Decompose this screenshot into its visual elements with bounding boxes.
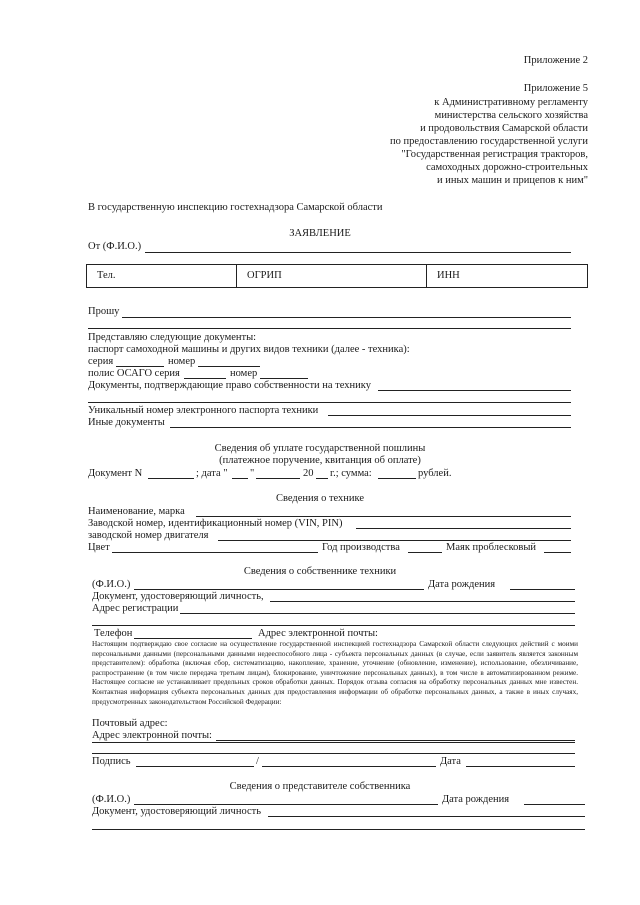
rep-id-label: Документ, удостоверяющий личность [92, 806, 261, 817]
owner-birth-field[interactable] [510, 589, 575, 590]
inn-cell[interactable]: ИНН [437, 270, 460, 281]
request-field[interactable] [122, 317, 571, 318]
email2-field[interactable] [216, 740, 575, 741]
regulation-line-2: министерства сельского хозяйства [434, 110, 588, 121]
rep-fio-field[interactable] [134, 804, 438, 805]
rep-id-field[interactable] [268, 816, 585, 817]
electronic-passport-label: Уникальный номер электронного паспорта техники [88, 405, 319, 416]
owner-reg-field-2[interactable] [92, 625, 575, 626]
date-field[interactable] [466, 766, 575, 767]
regulation-line-3: и продовольствия Самарской области [420, 123, 588, 134]
signature-name-field[interactable] [262, 766, 436, 767]
owner-phone-label: Телефон [94, 628, 133, 639]
fee-doc-label: Документ N [88, 468, 143, 479]
email2-field-2[interactable] [92, 753, 575, 754]
other-docs-field[interactable] [170, 427, 571, 428]
request-field-2[interactable] [88, 328, 571, 329]
signature-field[interactable] [136, 766, 254, 767]
engine-number-label: заводской номер двигателя [88, 530, 209, 541]
owner-reg-field[interactable] [180, 613, 575, 614]
number-label: номер [168, 356, 196, 367]
request-label: Прошу [88, 306, 120, 317]
regulation-line-4: по предоставлению государственной услуги [390, 136, 588, 147]
docs-passport: паспорт самоходной машины и других видов техники (далее - техника): [88, 344, 410, 355]
regulation-line-5: "Государственная регистрация тракторов, [401, 149, 588, 160]
owner-birth-label: Дата рождения [428, 579, 496, 590]
tech-title: Сведения о технике [275, 493, 365, 504]
owner-phone-field[interactable] [134, 638, 252, 639]
osago-number-field[interactable] [260, 378, 308, 379]
fee-doc-field[interactable] [148, 478, 194, 479]
fee-day-field[interactable] [232, 478, 248, 479]
ownership-field[interactable] [378, 390, 571, 391]
regulation-line-7: и иных машин и прицепов к ним" [437, 175, 588, 186]
owner-id-field[interactable] [270, 601, 575, 602]
fee-sum-field[interactable] [378, 478, 416, 479]
owner-fio-label: (Ф.И.О.) [92, 579, 131, 590]
rep-fio-label: (Ф.И.О.) [92, 794, 131, 805]
appendix-2: Приложение 2 [523, 55, 588, 66]
fee-date-label: ; дата " [196, 468, 228, 479]
contact-table [86, 264, 588, 288]
series-field[interactable] [116, 366, 164, 367]
regulation-line-1: к Административному регламенту [434, 97, 588, 108]
phone-cell[interactable]: Тел. [87, 265, 237, 287]
tech-name-field[interactable] [196, 516, 571, 517]
rep-id-field-2[interactable] [92, 829, 585, 830]
other-docs-label: Иные документы [88, 417, 165, 428]
tech-name-label: Наименование, марка [88, 506, 185, 517]
fee-sum-label: г.; сумма: [330, 468, 372, 479]
fee-currency: рублей. [418, 468, 452, 479]
postal-field[interactable] [92, 742, 575, 743]
osago-series-field[interactable] [184, 378, 226, 379]
rep-title: Сведения о представителе собственника [229, 781, 411, 792]
beacon-label: Маяк проблесковый [446, 542, 537, 553]
rep-birth-field[interactable] [524, 804, 585, 805]
regulation-line-6: самоходных дорожно-строительных [426, 162, 588, 173]
color-label: Цвет [88, 542, 110, 553]
addressee: В государственную инспекцию гостехнадзора Самарской области [88, 202, 383, 213]
engine-number-field[interactable] [218, 540, 571, 541]
number-field[interactable] [198, 366, 260, 367]
fee-year-prefix: 20 [303, 468, 314, 479]
ogrip-cell[interactable]: ОГРИП [237, 265, 427, 287]
beacon-field[interactable] [544, 552, 571, 553]
appendix-5: Приложение 5 [523, 83, 588, 94]
fee-subtitle: (платежное поручение, квитанция об оплате) [219, 455, 421, 466]
signature-label: Подпись [92, 756, 131, 767]
from-label: От (Ф.И.О.) [88, 241, 142, 252]
docs-intro: Представляю следующие документы: [88, 332, 257, 343]
owner-fio-field[interactable] [134, 589, 424, 590]
date-label: Дата [440, 756, 461, 767]
email2-label: Адрес электронной почты: [92, 730, 212, 741]
fee-month-field[interactable] [256, 478, 300, 479]
page-title: ЗАЯВЛЕНИЕ [289, 228, 351, 239]
osago-series-label: полис ОСАГО серия [88, 368, 180, 379]
owner-email-label: Адрес электронной почты: [258, 628, 378, 639]
ownership-field-2[interactable] [88, 402, 571, 403]
series-label: серия [88, 356, 114, 367]
rep-birth-label: Дата рождения [442, 794, 510, 805]
color-field[interactable] [112, 552, 318, 553]
consent-text: Настоящим подтверждаю свое согласие на осуществление государственной инспекцией гостехнадзора Самарской области следующих действий с моими персональными данными (персональными данными недееспособного лица - субъекта персональных данных (в случае, если заявитель является законным представителем): обработка (включая сбор, систематизацию, накопление, хранение, уточнение (обновление, изменение), использование, обезличивание, распространение (в том числе передача третьим лицам), блокирование, уничтожение персональных данных), в том числе в автоматизированном режиме. Настоящее согласие не устанавливает предельных сроков обработки данных. Порядок отзыва согласия на обработку персональных данных мне известен. Контактная информация субъекта персональных данных для предоставления информации об обработке персональных данных, а также в иных случаях, предусмотренных законодательством Российской Федерации: [92, 640, 578, 706]
owner-id-label: Документ, удостоверяющий личность, [92, 591, 264, 602]
factory-number-label: Заводской номер, идентификационный номер (VIN, PIN) [88, 518, 343, 529]
fee-title: Сведения об уплате государственной пошлины [214, 443, 426, 454]
year-label: Год производства [322, 542, 400, 553]
owner-reg-label: Адрес регистрации [92, 603, 179, 614]
ownership-label: Документы, подтверждающие право собственности на технику [88, 380, 371, 391]
from-field[interactable] [145, 252, 571, 253]
factory-number-field[interactable] [356, 528, 571, 529]
osago-number-label: номер [230, 368, 258, 379]
fee-year-field[interactable] [316, 478, 328, 479]
electronic-passport-field[interactable] [328, 415, 571, 416]
postal-label: Почтовый адрес: [92, 718, 168, 729]
owner-title: Сведения о собственнике техники [243, 566, 397, 577]
year-field[interactable] [408, 552, 442, 553]
